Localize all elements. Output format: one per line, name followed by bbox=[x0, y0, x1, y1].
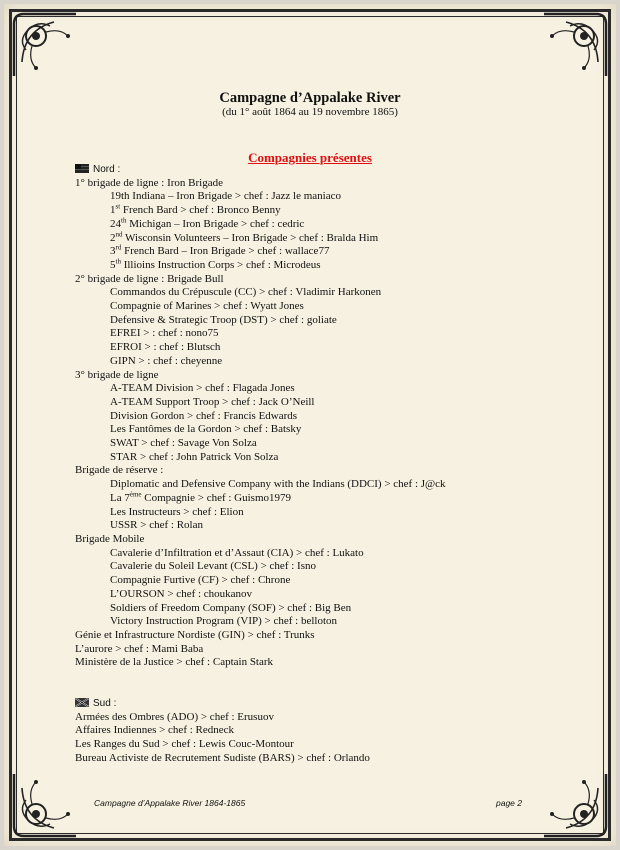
list-item: Victory Instruction Program (VIP) > chef : belloton bbox=[110, 615, 338, 628]
corner-ornament-icon bbox=[540, 10, 610, 80]
list-item: Division Gordon > chef : Francis Edwards bbox=[110, 409, 298, 422]
list-item: Les Instructeurs > chef : Elion bbox=[110, 505, 244, 518]
sud-heading bbox=[75, 697, 555, 711]
union-flag-icon bbox=[75, 164, 89, 173]
list-item: Génie et Infrastructure Nordiste (GIN) > chef : Trunks bbox=[75, 628, 315, 641]
list-item: Diplomatic and Defensive Company with the Indians (DDCI) > chef : J@ck bbox=[110, 478, 446, 491]
corner-ornament-icon bbox=[10, 770, 80, 840]
confederate-flag-icon bbox=[75, 698, 89, 707]
list-item: Cavalerie d’Infiltration et d’Assaut (CIA) > chef : Lukato bbox=[110, 546, 364, 559]
list-item: SWAT > chef : Savage Von Solza bbox=[110, 437, 257, 450]
nord-label: Nord : bbox=[93, 164, 121, 175]
list-item: Soldiers of Freedom Company (SOF) > chef : Big Ben bbox=[110, 601, 352, 614]
list-item: A-TEAM Division > chef : Flagada Jones bbox=[110, 382, 295, 395]
list-item: L’OURSON > chef : choukanov bbox=[110, 587, 253, 600]
list-item: Defensive & Strategic Troop (DST) > chef : goliate bbox=[110, 313, 337, 326]
list-item: 3rd French Bard – Iron Brigade > chef : wallace77 bbox=[110, 243, 330, 258]
footer-title: Campagne d’Appalake River 1864-1865 bbox=[94, 798, 246, 808]
list-item: GIPN > : chef : cheyenne bbox=[110, 354, 223, 367]
list-item: Affaires Indiennes > chef : Redneck bbox=[75, 724, 235, 737]
sud-label: Sud : bbox=[93, 698, 117, 710]
list-item: 1st French Bard > chef : Bronco Benny bbox=[110, 202, 281, 217]
list-item: A-TEAM Support Troop > chef : Jack O’Neill bbox=[110, 395, 315, 408]
list-item: Bureau Activiste de Recrutement Sudiste (BARS) > chef : Orlando bbox=[75, 751, 370, 764]
brigade-heading: 3° brigade de ligne bbox=[75, 368, 159, 381]
list-item: 19th Indiana – Iron Brigade > chef : Jazz le maniaco bbox=[110, 190, 341, 203]
list-item: USSR > chef : Rolan bbox=[110, 519, 203, 532]
list-item: Armées des Ombres (ADO) > chef : Erusuov bbox=[75, 710, 274, 723]
corner-ornament-icon bbox=[10, 10, 80, 80]
list-item: 5th Illioins Instruction Corps > chef : Microdeus bbox=[110, 257, 321, 271]
list-item: 2nd Wisconsin Volunteers – Iron Brigade > chef : Bralda Him bbox=[110, 229, 379, 244]
page-subtitle: (du 1° août 1864 au 19 novembre 1865) bbox=[222, 106, 398, 118]
list-item: EFROI > : chef : Blutsch bbox=[110, 341, 221, 354]
list-item: Les Fantômes de la Gordon > chef : Batsky bbox=[110, 423, 302, 436]
list-item: Les Ranges du Sud > chef : Lewis Couc-Montour bbox=[75, 738, 294, 751]
brigade-heading: 2° brigade de ligne : Brigade Bull bbox=[75, 272, 224, 285]
list-item: 24th Michigan – Iron Brigade > chef : cedric bbox=[110, 216, 305, 230]
company-list bbox=[75, 163, 555, 766]
nord-heading bbox=[75, 163, 555, 177]
list-item: Compagnie Furtive (CF) > chef : Chrone bbox=[110, 574, 291, 587]
brigade-heading: Brigade de réserve : bbox=[75, 464, 164, 477]
page-number: page 2 bbox=[496, 798, 522, 808]
corner-ornament-icon bbox=[540, 770, 610, 840]
brigade-heading: Brigade Mobile bbox=[75, 532, 145, 545]
list-item: Cavalerie du Soleil Levant (CSL) > chef : Isno bbox=[110, 560, 316, 573]
list-item: EFREI > : chef : nono75 bbox=[110, 327, 219, 340]
list-item: Ministère de la Justice > chef : Captain Stark bbox=[75, 656, 274, 669]
brigade-heading: 1° brigade de ligne : Iron Brigade bbox=[75, 176, 223, 189]
list-item: STAR > chef : John Patrick Von Solza bbox=[110, 450, 279, 463]
list-item: Compagnie of Marines > chef : Wyatt Jones bbox=[110, 300, 304, 313]
list-item: La 7ème Compagnie > chef : Guismo1979 bbox=[110, 490, 292, 504]
list-item: Commandos du Crépuscule (CC) > chef : Vladimir Harkonen bbox=[110, 286, 382, 299]
section-title: Compagnies présentes bbox=[248, 150, 372, 165]
list-item: L’aurore > chef : Mami Baba bbox=[75, 642, 204, 655]
page-title: Campagne d’Appalake River bbox=[219, 90, 401, 106]
